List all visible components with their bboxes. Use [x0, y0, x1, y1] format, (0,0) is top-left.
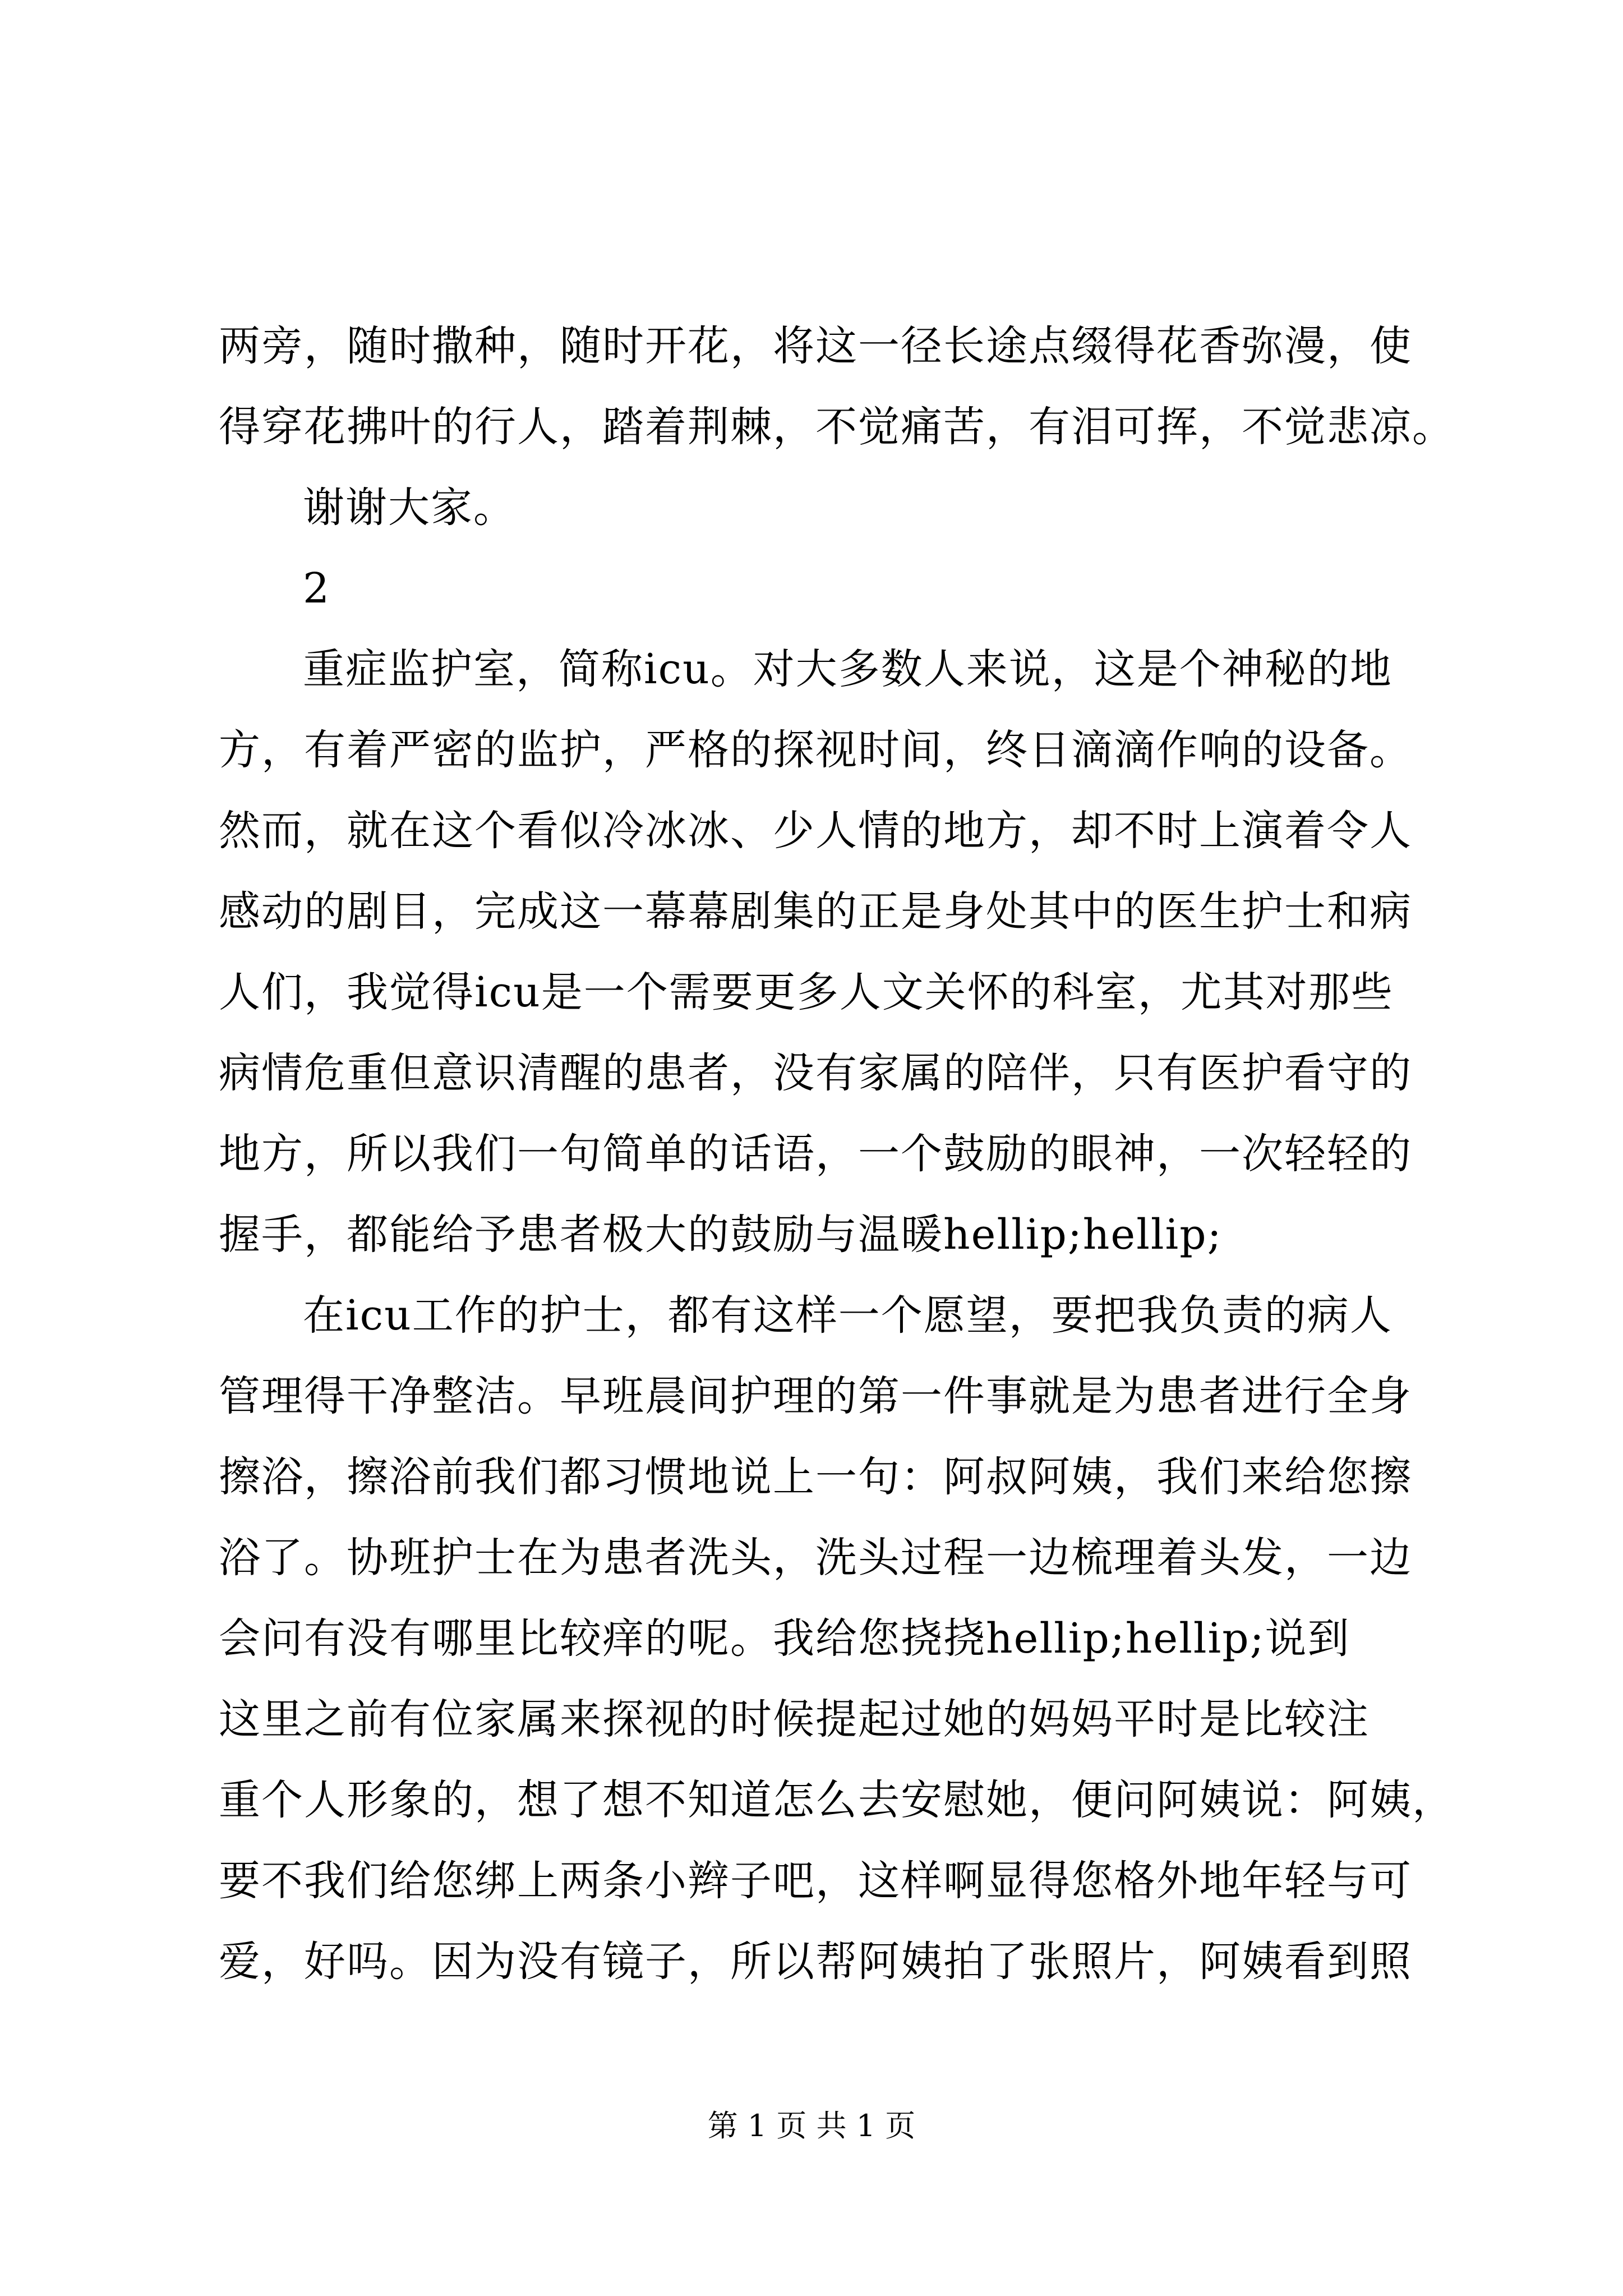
text-line: 谢谢大家。	[303, 484, 516, 532]
text-line: 浴了。协班护士在为患者洗头，洗头过程一边梳理着头发，一边	[219, 1534, 1412, 1582]
page-number-label: 第 1 页 共 1 页	[707, 2108, 916, 2143]
text-line: 两旁，随时撒种，随时开花，将这一径长途点缀得花香弥漫，使	[219, 322, 1412, 370]
text-line: 得穿花拂叶的行人，踏着荆棘，不觉痛苦，有泪可挥，不觉悲凉。	[219, 403, 1455, 451]
text-line: 握手，都能给予患者极大的鼓励与温暖hellip;hellip;	[219, 1211, 1223, 1259]
text-line: 人们，我觉得icu是一个需要更多人文关怀的科室，尤其对那些	[219, 968, 1394, 1016]
text-line: 感动的剧目，完成这一幕幕剧集的正是身处其中的医生护士和病	[219, 887, 1412, 936]
section-number: 2	[303, 564, 331, 613]
page-footer	[0, 2106, 1623, 2146]
document-body	[219, 306, 1455, 2002]
text-line: 管理得干净整洁。早班晨间护理的第一件事就是为患者进行全身	[219, 1372, 1412, 1420]
text-line: 爱，好吗。因为没有镜子，所以帮阿姨拍了张照片，阿姨看到照	[219, 1938, 1412, 1986]
text-line: 这里之前有位家属来探视的时候提起过她的妈妈平时是比较注	[219, 1695, 1370, 1743]
text-line: 要不我们给您绑上两条小辫子吧，这样啊显得您格外地年轻与可	[219, 1857, 1412, 1905]
text-line: 病情危重但意识清醒的患者，没有家属的陪伴，只有医护看守的	[219, 1049, 1412, 1097]
text-line: 重个人形象的，想了想不知道怎么去安慰她，便问阿姨说：阿姨，	[219, 1776, 1455, 1824]
text-line: 在icu工作的护士，都有这样一个愿望，要把我负责的病人	[303, 1291, 1393, 1340]
text-line: 方，有着严密的监护，严格的探视时间，终日滴滴作响的设备。	[219, 726, 1412, 774]
text-line: 擦浴，擦浴前我们都习惯地说上一句：阿叔阿姨，我们来给您擦	[219, 1453, 1412, 1501]
text-line: 重症监护室，简称icu。对大多数人来说，这是个神秘的地	[303, 645, 1393, 693]
text-line: 地方，所以我们一句简单的话语，一个鼓励的眼神，一次轻轻的	[219, 1130, 1412, 1178]
text-line: 会问有没有哪里比较痒的呢。我给您挠挠hellip;hellip;说到	[219, 1614, 1350, 1663]
text-line: 然而，就在这个看似冷冰冰、少人情的地方，却不时上演着令人	[219, 807, 1412, 855]
